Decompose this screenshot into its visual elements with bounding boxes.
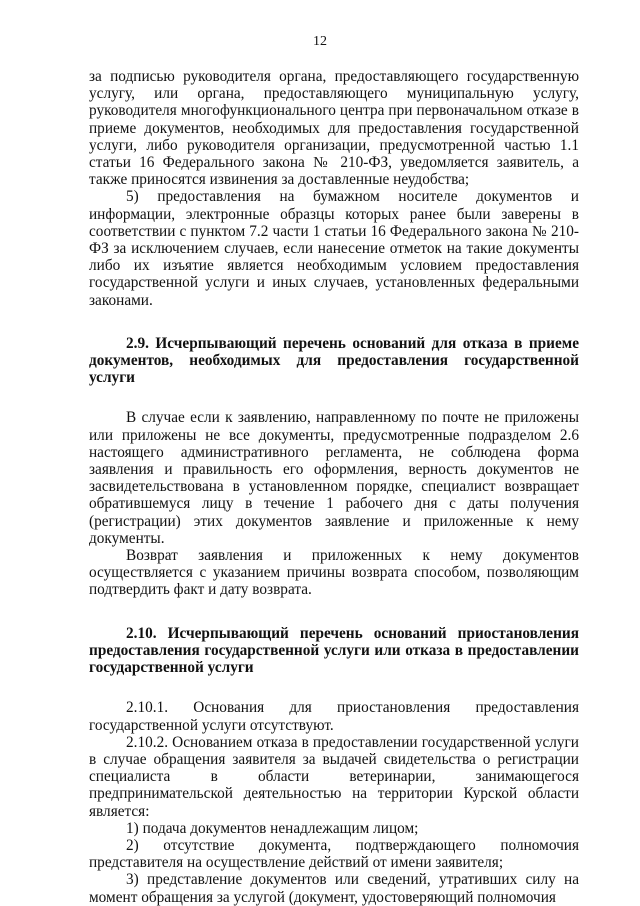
paragraph-continuation: за подписью руководителя органа, предоставляющего государственную услугу, или органа, предоставляющего муниципальную услугу, руководителя многофункционального центра при первоначальном отказе в приеме документов, необходимых для предоставления государственной услуги, либо руководителя организации, предусмотренной частью 1.1 статьи 16 Федерального закона № 210-ФЗ, уведомляется заявитель, а также приносятся извинения за доставленные неудобства; (89, 68, 579, 189)
section-heading-2-9: 2.9. Исчерпывающий перечень оснований для отказа в приеме документов, необходимых для предоставления государственной услуги (89, 334, 579, 387)
paragraph-return-method: Возврат заявления и приложенных к нему документов осуществляется с указанием причины возврата способом, позволяющим подтвердить факт и дату возврата. (89, 547, 579, 599)
section-heading-2-10: 2.10. Исчерпывающий перечень оснований приостановления предоставления государственной услуги или отказа в предоставлении государственной услуги (89, 624, 579, 677)
paragraph-return-conditions: В случае если к заявлению, направленному по почте не приложены или приложены не все документы, предусмотренные подразделом 2.6 настоящего административного регламента, не соблюдена форма заявления и правильность его оформления, верность документов не засвидетельствована в установленном порядке, специалист возвращает обратившемуся лицу в течение 1 рабочего дня с даты получения (регистрации) этих документов заявление и приложенные к нему документы. (89, 409, 579, 547)
list-item-2: 2) отсутствие документа, подтверждающего полномочия представителя на осуществление действий от имени заявителя; (89, 836, 579, 872)
page-body (89, 68, 579, 906)
list-item-5: 5) предоставления на бумажном носителе документов и информации, электронные образцы которых ранее были заверены в соответствии с пунктом 7.2 части 1 статьи 16 Федерального закона № 210-ФЗ за исключением случаев, если нанесение отметок на такие документы либо их изъятие является необходимым условием предоставления государственной услуги и иных случаев, установленных федеральными законами. (89, 188, 579, 309)
paragraph-2-10-2: 2.10.2. Основанием отказа в предоставлении государственной услуги в случае обращения заявителя за выдачей свидетельства о регистрации специалиста в области ветеринарии, занимающегося предпринимательской деятельностью на территории Курской области является: (89, 733, 579, 820)
list-item-1: 1) подача документов ненадлежащим лицом; (126, 819, 419, 837)
paragraph-2-10-1: 2.10.1. Основания для приостановления предоставления государственной услуги отсутствуют. (89, 699, 579, 734)
page-number: 12 (313, 34, 327, 49)
list-item-3: 3) представление документов или сведений, утративших силу на момент обращения за услугой (документ, удостоверяющий полномочия (89, 871, 579, 906)
